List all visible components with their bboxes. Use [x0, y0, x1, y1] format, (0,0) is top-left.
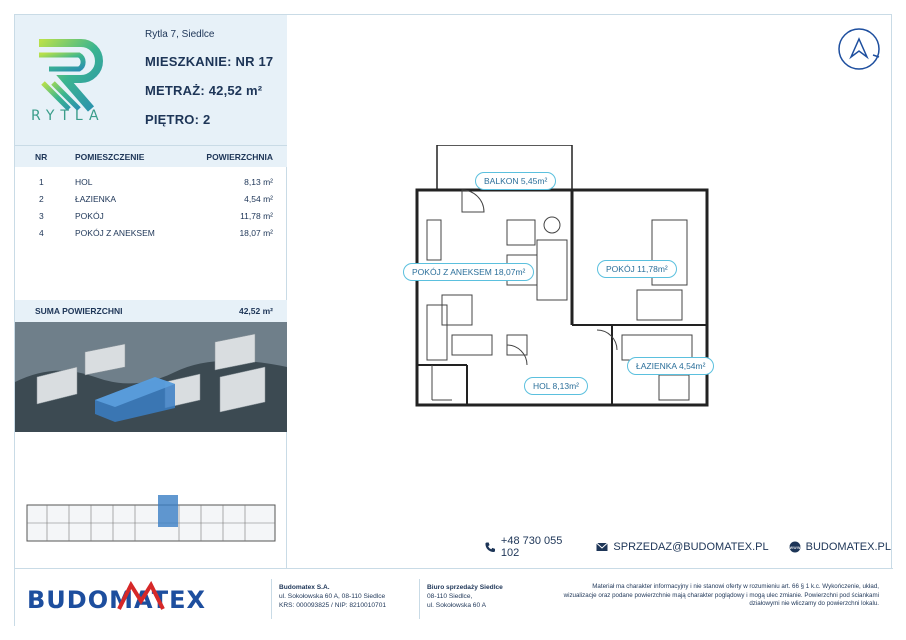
contact-web[interactable]: www BUDOMATEX.PL — [789, 541, 891, 553]
footer — [15, 568, 893, 627]
phone-icon — [485, 541, 496, 553]
address: Rytla 7, Siedlce — [145, 29, 215, 40]
compass-north-icon — [837, 27, 881, 71]
table-row: 2 ŁAZIENKA 4,54 m² — [39, 193, 273, 204]
footer-office: Biuro sprzedaży Siedlce 08-110 Siedlce, ul. Sokołowska 60 A — [427, 584, 503, 609]
footer-disclaimer: Materiał ma charakter informacyjny i nie stanowi oferty w rozumieniu art. 66 § 1 k.c. Wykończenie, układ, wizualizacje oraz podane powierzchnie mają charakter poglądowy i mogą ulec zmianie. Powierzchni pod ściankami działowymi nie wliczamy do powierzchni lokalu. — [563, 583, 879, 607]
table-row: 4 POKÓJ Z ANEKSEM 18,07 m² — [39, 227, 273, 238]
apartment-floor: PIĘTRO: 2 — [145, 112, 211, 127]
building-visualization — [15, 322, 287, 432]
table-row: 3 POKÓJ 11,78 m² — [39, 210, 273, 221]
footer-divider — [419, 579, 420, 619]
mail-icon — [596, 541, 608, 553]
apartment-info — [145, 29, 273, 127]
svg-text:www: www — [789, 545, 801, 551]
apartment-area: METRAŻ: 42,52 m² — [145, 83, 263, 98]
table-row: 1 HOL 8,13 m² — [39, 176, 273, 187]
apartment-number: MIESZKANIE: NR 17 — [145, 54, 274, 69]
plan-area — [287, 15, 893, 568]
rooms-table-header: NR POMIESZCZENIE POWIERZCHNIA — [15, 145, 287, 167]
left-panel — [15, 15, 287, 568]
label-pokoj: POKÓJ 11,78m² — [597, 260, 677, 278]
contact-email[interactable]: SPRZEDAZ@BUDOMATEX.PL — [596, 535, 768, 559]
label-lazienka: ŁAZIENKA 4,54m² — [627, 357, 714, 375]
contact-phone[interactable]: +48 730 055 102 — [485, 535, 576, 559]
rooms-table — [15, 145, 287, 241]
footer-divider — [271, 579, 272, 619]
floor-key-plan — [25, 493, 277, 553]
footer-company: Budomatex S.A. ul. Sokołowska 60 A, 08-110 Siedlce KRS: 000093825 / NIP: 8210010701 — [279, 584, 387, 609]
svg-text:BUDOMATEX: BUDOMATEX — [27, 586, 206, 614]
contacts-bar — [485, 535, 891, 559]
globe-icon — [789, 541, 801, 553]
label-balkon: BALKON 5,45m² — [475, 172, 556, 190]
logo-wordmark: RYTLA — [31, 108, 105, 124]
area-sum-row: SUMA POWIERZCHNI 42,52 m² — [15, 300, 287, 322]
budomatex-logo — [27, 581, 255, 615]
apartment-sheet — [14, 14, 892, 626]
label-pokoj-z-aneksem: POKÓJ Z ANEKSEM 18,07m² — [403, 263, 534, 281]
label-hol: HOL 8,13m² — [524, 377, 588, 395]
